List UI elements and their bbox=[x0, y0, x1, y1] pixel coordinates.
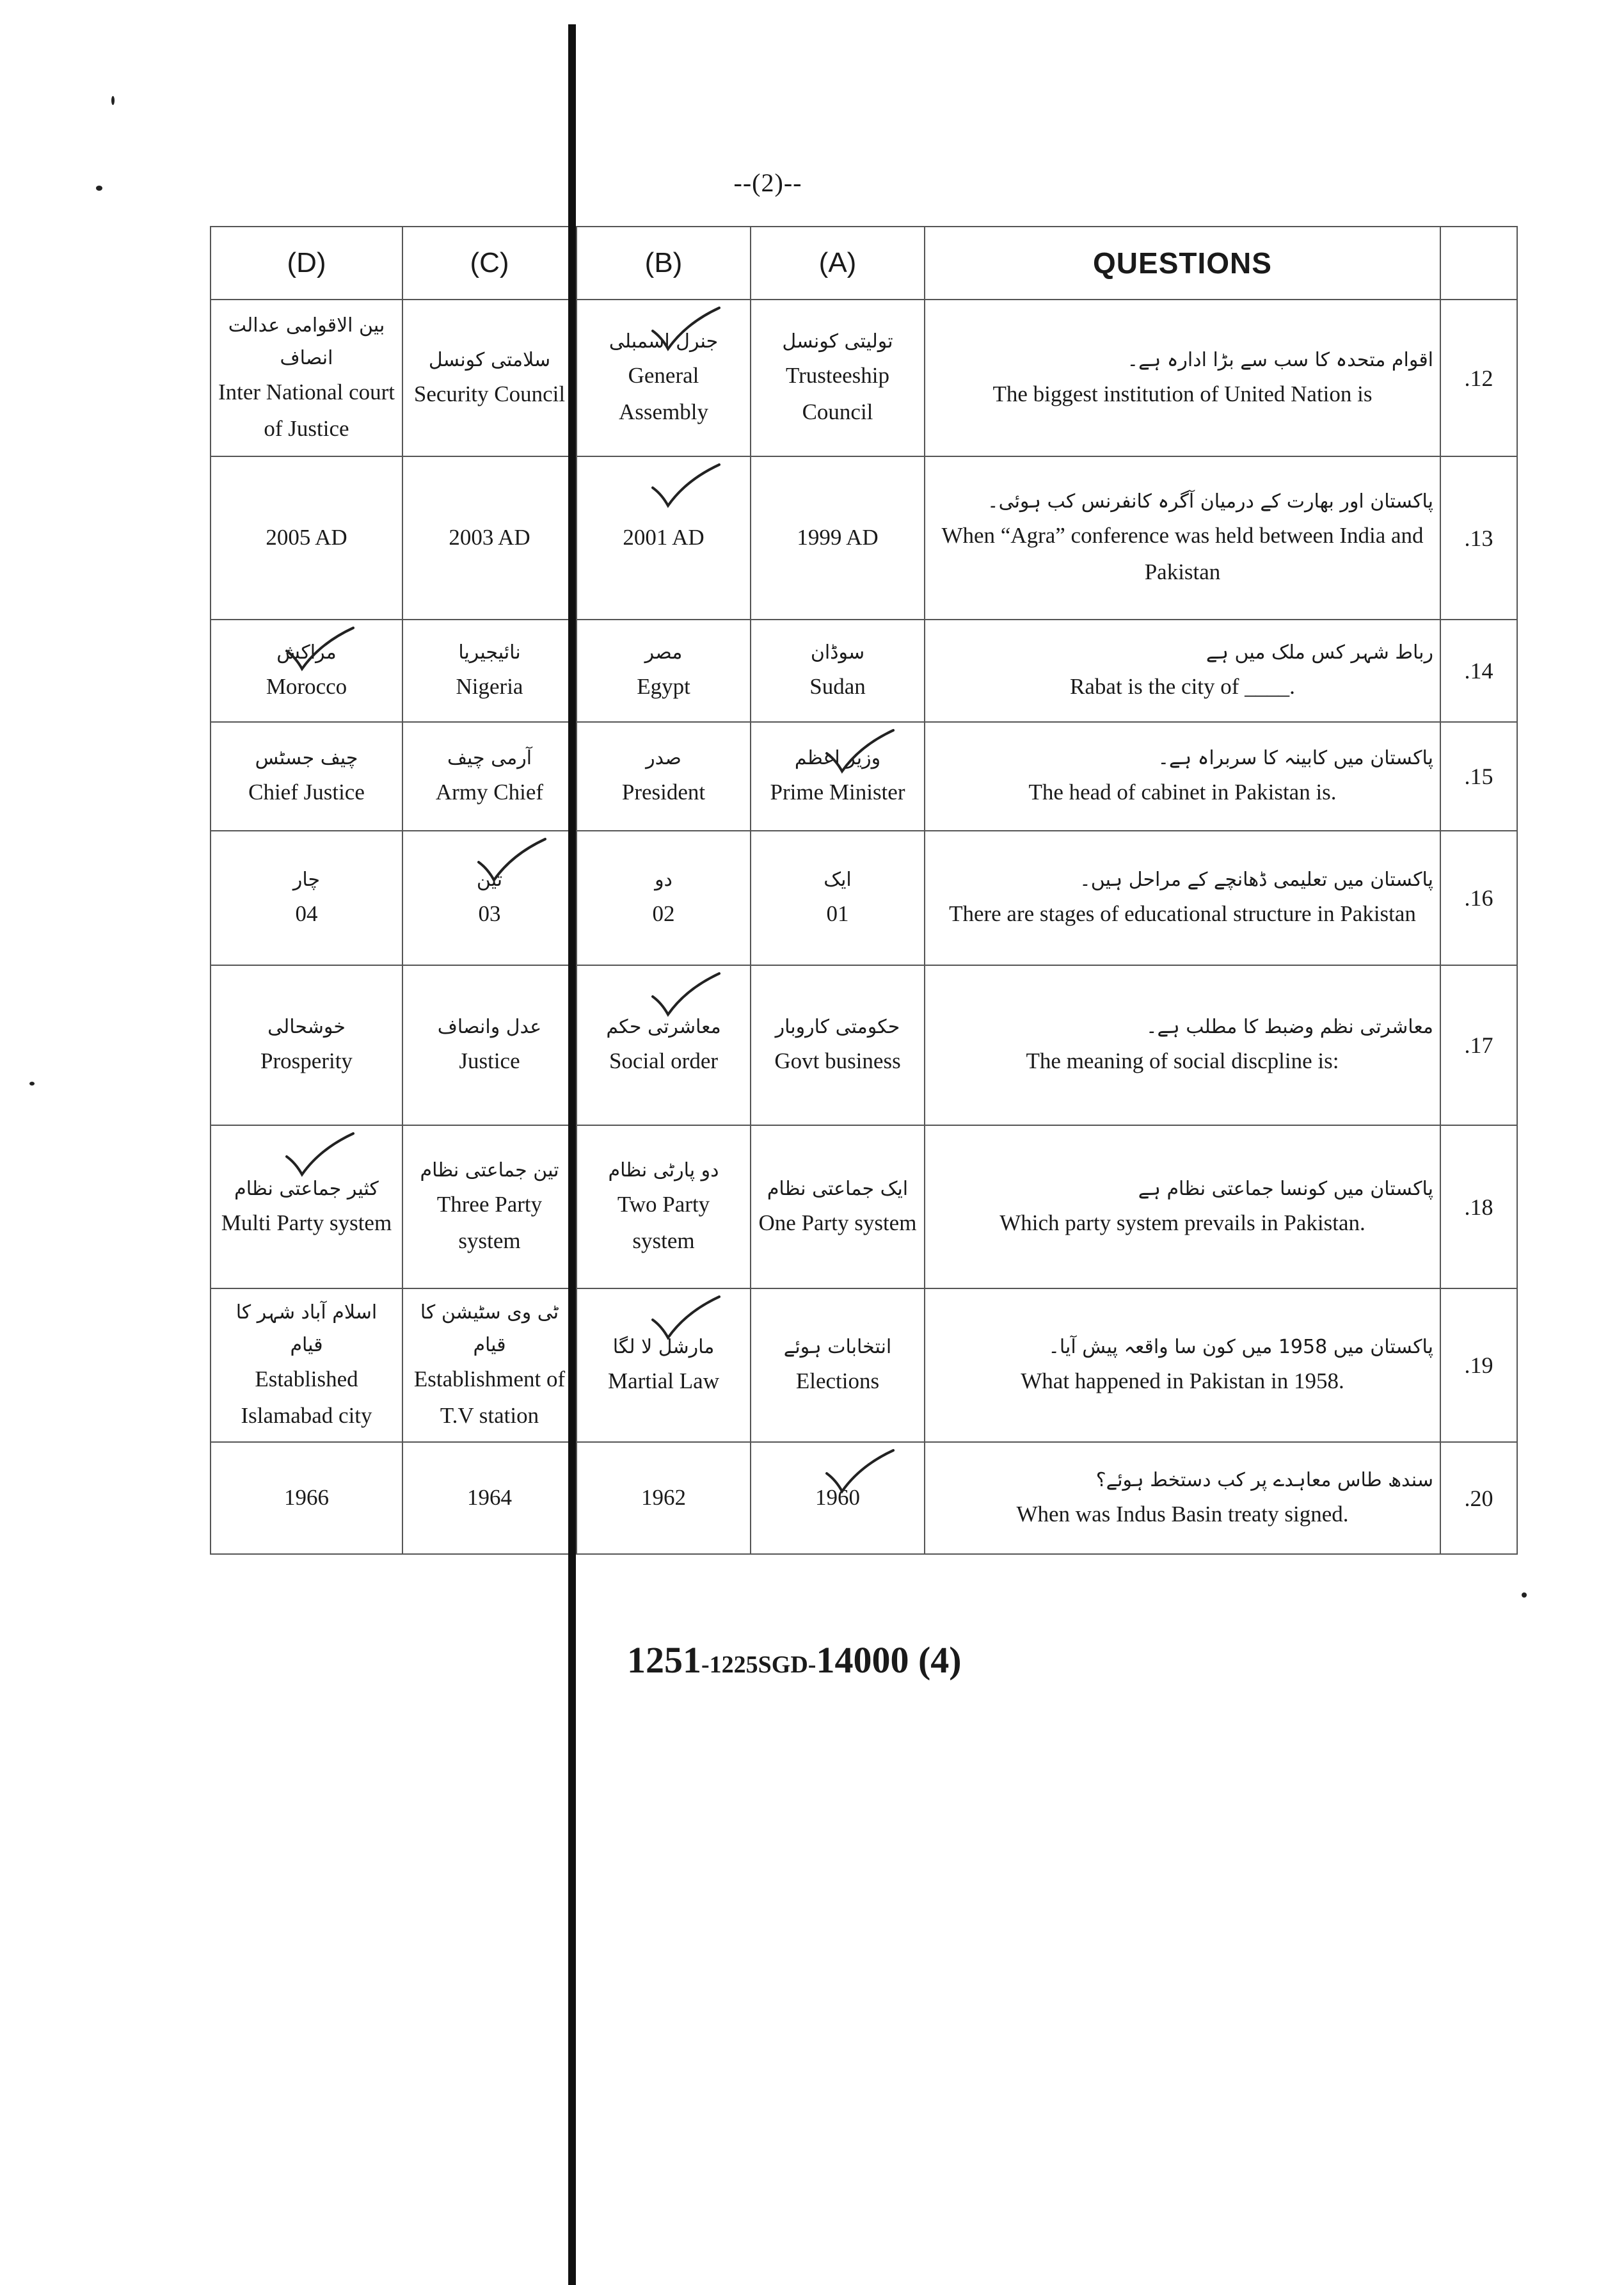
option-a-urdu: سوڈان bbox=[810, 641, 865, 664]
option-a-text: Trusteeship Council bbox=[785, 363, 890, 424]
paper-code-tail: 14000 (4) bbox=[816, 1639, 962, 1681]
question-number-label: 16 bbox=[1470, 885, 1493, 911]
scan-speck bbox=[111, 96, 115, 105]
option-d-cell bbox=[211, 722, 402, 831]
option-b-urdu: مارشل لا لگا bbox=[612, 1336, 715, 1359]
option-d-cell bbox=[211, 965, 402, 1125]
option-c-urdu: آرمی چیف bbox=[447, 747, 532, 770]
question-number bbox=[1440, 300, 1517, 456]
option-b-cell bbox=[577, 620, 751, 722]
option-b-text: General Assembly bbox=[619, 363, 708, 424]
question-english: When was Indus Basin treaty signed. bbox=[1016, 1501, 1349, 1527]
option-c-urdu: تین جماعتی نظام bbox=[420, 1159, 559, 1182]
question-number-label: 17 bbox=[1470, 1032, 1493, 1058]
header-questions: QUESTIONS bbox=[925, 227, 1440, 300]
option-b-urdu: دو bbox=[655, 869, 673, 892]
option-c-cell bbox=[402, 722, 577, 831]
option-d-urdu: اسلام آباد شہر کا قیام bbox=[235, 1301, 378, 1357]
option-b-urdu: معاشرتی حکم bbox=[606, 1016, 721, 1039]
option-d-text: Chief Justice bbox=[248, 780, 365, 805]
option-b-text: Two Party system bbox=[617, 1192, 710, 1253]
question-english: Rabat is the city of ____. bbox=[1070, 674, 1295, 700]
question-number-dot: . bbox=[1464, 1485, 1470, 1511]
question-number bbox=[1440, 1442, 1517, 1554]
option-a-urdu: حکومتی کاروبار bbox=[775, 1016, 900, 1039]
option-c-text: 03 bbox=[478, 901, 501, 927]
option-d-urdu: بین الاقوامی عدالت انصاف bbox=[228, 314, 385, 369]
option-a-text: Sudan bbox=[809, 674, 866, 700]
option-d-text: Prosperity bbox=[260, 1048, 353, 1074]
option-b-text: President bbox=[621, 780, 706, 805]
option-a-cell bbox=[751, 1125, 925, 1288]
question-urdu: اقوام متحدہ کا سب سے بڑا ادارہ ہے۔ bbox=[1127, 348, 1433, 371]
option-c-urdu: ٹی وی سٹیشن کا قیام bbox=[420, 1301, 559, 1357]
option-d-text: Morocco bbox=[266, 674, 347, 700]
question-urdu: پاکستان میں کونسا جماعتی نظام ہے bbox=[1138, 1177, 1433, 1200]
option-b-urdu: جنرل اسمبلی bbox=[609, 330, 719, 353]
header-option-a: (A) bbox=[751, 227, 925, 300]
option-b-cell bbox=[577, 831, 751, 965]
option-d-cell bbox=[211, 620, 402, 722]
paper-code-middle: -1225SGD- bbox=[701, 1651, 816, 1678]
question-english: The biggest institution of United Nation is bbox=[992, 381, 1373, 406]
option-d-text: 04 bbox=[295, 901, 318, 927]
question-cell bbox=[925, 1125, 1440, 1288]
option-c-text: Security Council bbox=[413, 381, 566, 406]
option-c-cell bbox=[402, 831, 577, 965]
option-a-cell bbox=[751, 831, 925, 965]
header-option-c: (C) bbox=[402, 227, 577, 300]
option-c-text: Three Party system bbox=[436, 1192, 543, 1253]
option-a-urdu: ایک bbox=[824, 869, 852, 892]
option-b-cell bbox=[577, 1125, 751, 1288]
question-row bbox=[211, 300, 1517, 456]
question-english: When “Agra” conference was held between India and Pakistan bbox=[941, 523, 1424, 584]
question-english: The head of cabinet in Pakistan is. bbox=[1028, 780, 1337, 805]
question-english: The meaning of social discpline is: bbox=[1026, 1048, 1339, 1074]
option-d-text: Established Islamabad city bbox=[241, 1367, 372, 1428]
question-urdu: پاکستان اور بھارت کے درمیان آگرہ کانفرنس کب ہوئی۔ bbox=[987, 490, 1433, 513]
option-c-cell bbox=[402, 300, 577, 456]
question-cell bbox=[925, 831, 1440, 965]
option-d-text: Multi Party system bbox=[221, 1210, 392, 1235]
option-b-text: 2001 AD bbox=[623, 525, 705, 550]
option-b-urdu: دو پارٹی نظام bbox=[608, 1159, 719, 1182]
option-d-cell bbox=[211, 1442, 402, 1554]
option-d-urdu: چیف جسٹس bbox=[255, 747, 358, 770]
option-d-text: 2005 AD bbox=[266, 525, 347, 550]
question-number-label: 12 bbox=[1470, 365, 1493, 391]
question-cell bbox=[925, 456, 1440, 620]
option-a-urdu: ایک جماعتی نظام bbox=[767, 1177, 909, 1200]
option-b-cell bbox=[577, 456, 751, 620]
option-d-cell bbox=[211, 300, 402, 456]
option-c-cell bbox=[402, 456, 577, 620]
binding-line bbox=[568, 24, 576, 2285]
question-number-label: 20 bbox=[1470, 1485, 1493, 1511]
header-number bbox=[1440, 227, 1517, 300]
question-urdu: سندھ طاس معاہدے پر کب دستخط ہوئے؟ bbox=[1095, 1468, 1433, 1491]
paper-code bbox=[627, 1639, 962, 1681]
option-c-urdu: تین bbox=[476, 869, 503, 892]
scan-speck bbox=[1522, 1592, 1527, 1598]
question-number bbox=[1440, 1288, 1517, 1442]
question-number bbox=[1440, 965, 1517, 1125]
page-number: --(2)-- bbox=[733, 168, 802, 197]
question-number-dot: . bbox=[1464, 658, 1470, 684]
option-c-urdu: نائیجیریا bbox=[458, 641, 521, 664]
question-cell bbox=[925, 965, 1440, 1125]
question-english: There are stages of educational structure in Pakistan bbox=[949, 901, 1416, 927]
option-a-text: Prime Minister bbox=[770, 780, 905, 805]
question-row bbox=[211, 620, 1517, 722]
option-b-text: Social order bbox=[609, 1048, 719, 1074]
option-a-text: One Party system bbox=[758, 1210, 917, 1235]
option-a-urdu: تولیتی کونسل bbox=[782, 330, 893, 353]
question-urdu: پاکستان میں کابینہ کا سربراہ ہے۔ bbox=[1158, 747, 1433, 770]
option-b-text: Martial Law bbox=[608, 1368, 719, 1394]
question-row bbox=[211, 965, 1517, 1125]
scan-speck bbox=[29, 1082, 35, 1086]
question-number-dot: . bbox=[1464, 1032, 1470, 1058]
option-c-cell bbox=[402, 1125, 577, 1288]
scan-speck bbox=[96, 186, 102, 191]
option-b-text: 02 bbox=[652, 901, 675, 927]
question-number-label: 19 bbox=[1470, 1352, 1493, 1378]
option-c-text: Establishment of T.V station bbox=[413, 1367, 566, 1428]
option-d-cell bbox=[211, 1125, 402, 1288]
option-d-urdu: خوشحالی bbox=[267, 1016, 346, 1039]
option-d-urdu: مراکش bbox=[276, 641, 337, 664]
option-a-cell bbox=[751, 722, 925, 831]
option-b-cell bbox=[577, 722, 751, 831]
option-c-text: Justice bbox=[459, 1048, 520, 1074]
option-a-cell bbox=[751, 1442, 925, 1554]
option-b-cell bbox=[577, 1288, 751, 1442]
question-number bbox=[1440, 722, 1517, 831]
question-number-dot: . bbox=[1464, 764, 1470, 789]
header-option-b: (B) bbox=[577, 227, 751, 300]
paper-code-main: 1251 bbox=[627, 1639, 701, 1681]
question-urdu: رباط شہر کس ملک میں ہے bbox=[1206, 641, 1433, 664]
question-number-label: 13 bbox=[1470, 525, 1493, 551]
option-c-cell bbox=[402, 1442, 577, 1554]
question-number bbox=[1440, 620, 1517, 722]
option-d-text: Inter National court of Justice bbox=[218, 379, 395, 441]
option-a-cell bbox=[751, 1288, 925, 1442]
option-a-text: Govt business bbox=[774, 1048, 901, 1074]
option-a-cell bbox=[751, 965, 925, 1125]
option-b-text: Egypt bbox=[637, 674, 690, 700]
question-english: What happened in Pakistan in 1958. bbox=[1021, 1368, 1344, 1394]
option-c-cell bbox=[402, 965, 577, 1125]
option-c-text: Army Chief bbox=[435, 780, 544, 805]
question-number-dot: . bbox=[1464, 525, 1470, 551]
option-d-cell bbox=[211, 1288, 402, 1442]
mcq-table bbox=[210, 226, 1518, 1555]
option-a-text: 1960 bbox=[815, 1485, 860, 1511]
question-number-dot: . bbox=[1464, 1194, 1470, 1220]
option-a-urdu: وزیر اعظم bbox=[794, 747, 881, 770]
option-c-cell bbox=[402, 620, 577, 722]
question-number-dot: . bbox=[1464, 365, 1470, 391]
question-urdu: معاشرتی نظم وضبط کا مطلب ہے۔ bbox=[1145, 1016, 1433, 1039]
question-cell bbox=[925, 1442, 1440, 1554]
question-number bbox=[1440, 831, 1517, 965]
option-a-cell bbox=[751, 620, 925, 722]
option-a-urdu: انتخابات ہوئے bbox=[783, 1336, 892, 1359]
option-c-text: Nigeria bbox=[456, 674, 523, 700]
option-b-cell bbox=[577, 1442, 751, 1554]
question-number-label: 15 bbox=[1470, 764, 1493, 789]
option-a-cell bbox=[751, 456, 925, 620]
question-urdu: پاکستان میں 1958 میں کون سا واقعہ پیش آیا۔ bbox=[1048, 1336, 1433, 1359]
header-row bbox=[211, 227, 1517, 300]
option-c-urdu: سلامتی کونسل bbox=[428, 348, 551, 371]
option-d-urdu: کثیر جماعتی نظام bbox=[234, 1177, 379, 1200]
question-number-label: 18 bbox=[1470, 1194, 1493, 1220]
option-d-text: 1966 bbox=[284, 1485, 329, 1511]
question-cell bbox=[925, 620, 1440, 722]
option-a-text: Elections bbox=[795, 1368, 880, 1394]
question-cell bbox=[925, 300, 1440, 456]
option-a-text: 01 bbox=[826, 901, 849, 927]
option-b-cell bbox=[577, 300, 751, 456]
question-english: Which party system prevails in Pakistan. bbox=[999, 1210, 1365, 1235]
option-d-cell bbox=[211, 831, 402, 965]
option-c-text: 2003 AD bbox=[449, 525, 530, 550]
option-b-urdu: مصر bbox=[644, 641, 683, 664]
question-number-dot: . bbox=[1464, 885, 1470, 911]
question-number bbox=[1440, 456, 1517, 620]
option-b-text: 1962 bbox=[641, 1485, 686, 1511]
option-c-text: 1964 bbox=[467, 1485, 512, 1511]
option-b-urdu: صدر bbox=[646, 747, 681, 770]
question-row bbox=[211, 1125, 1517, 1288]
header-option-d: (D) bbox=[211, 227, 402, 300]
question-row bbox=[211, 456, 1517, 620]
option-d-urdu: چار bbox=[292, 869, 321, 892]
option-c-cell bbox=[402, 1288, 577, 1442]
question-row bbox=[211, 722, 1517, 831]
option-c-urdu: عدل وانصاف bbox=[437, 1016, 542, 1039]
question-row bbox=[211, 1442, 1517, 1554]
question-row bbox=[211, 831, 1517, 965]
question-cell bbox=[925, 1288, 1440, 1442]
option-a-cell bbox=[751, 300, 925, 456]
option-a-text: 1999 AD bbox=[797, 525, 879, 550]
option-b-cell bbox=[577, 965, 751, 1125]
question-urdu: پاکستان میں تعلیمی ڈھانچے کے مراحل ہیں۔ bbox=[1079, 869, 1433, 892]
option-d-cell bbox=[211, 456, 402, 620]
question-number bbox=[1440, 1125, 1517, 1288]
answer-check-mark-icon bbox=[648, 461, 724, 512]
question-cell bbox=[925, 722, 1440, 831]
question-row bbox=[211, 1288, 1517, 1442]
question-number-label: 14 bbox=[1470, 658, 1493, 684]
question-number-dot: . bbox=[1464, 1352, 1470, 1378]
